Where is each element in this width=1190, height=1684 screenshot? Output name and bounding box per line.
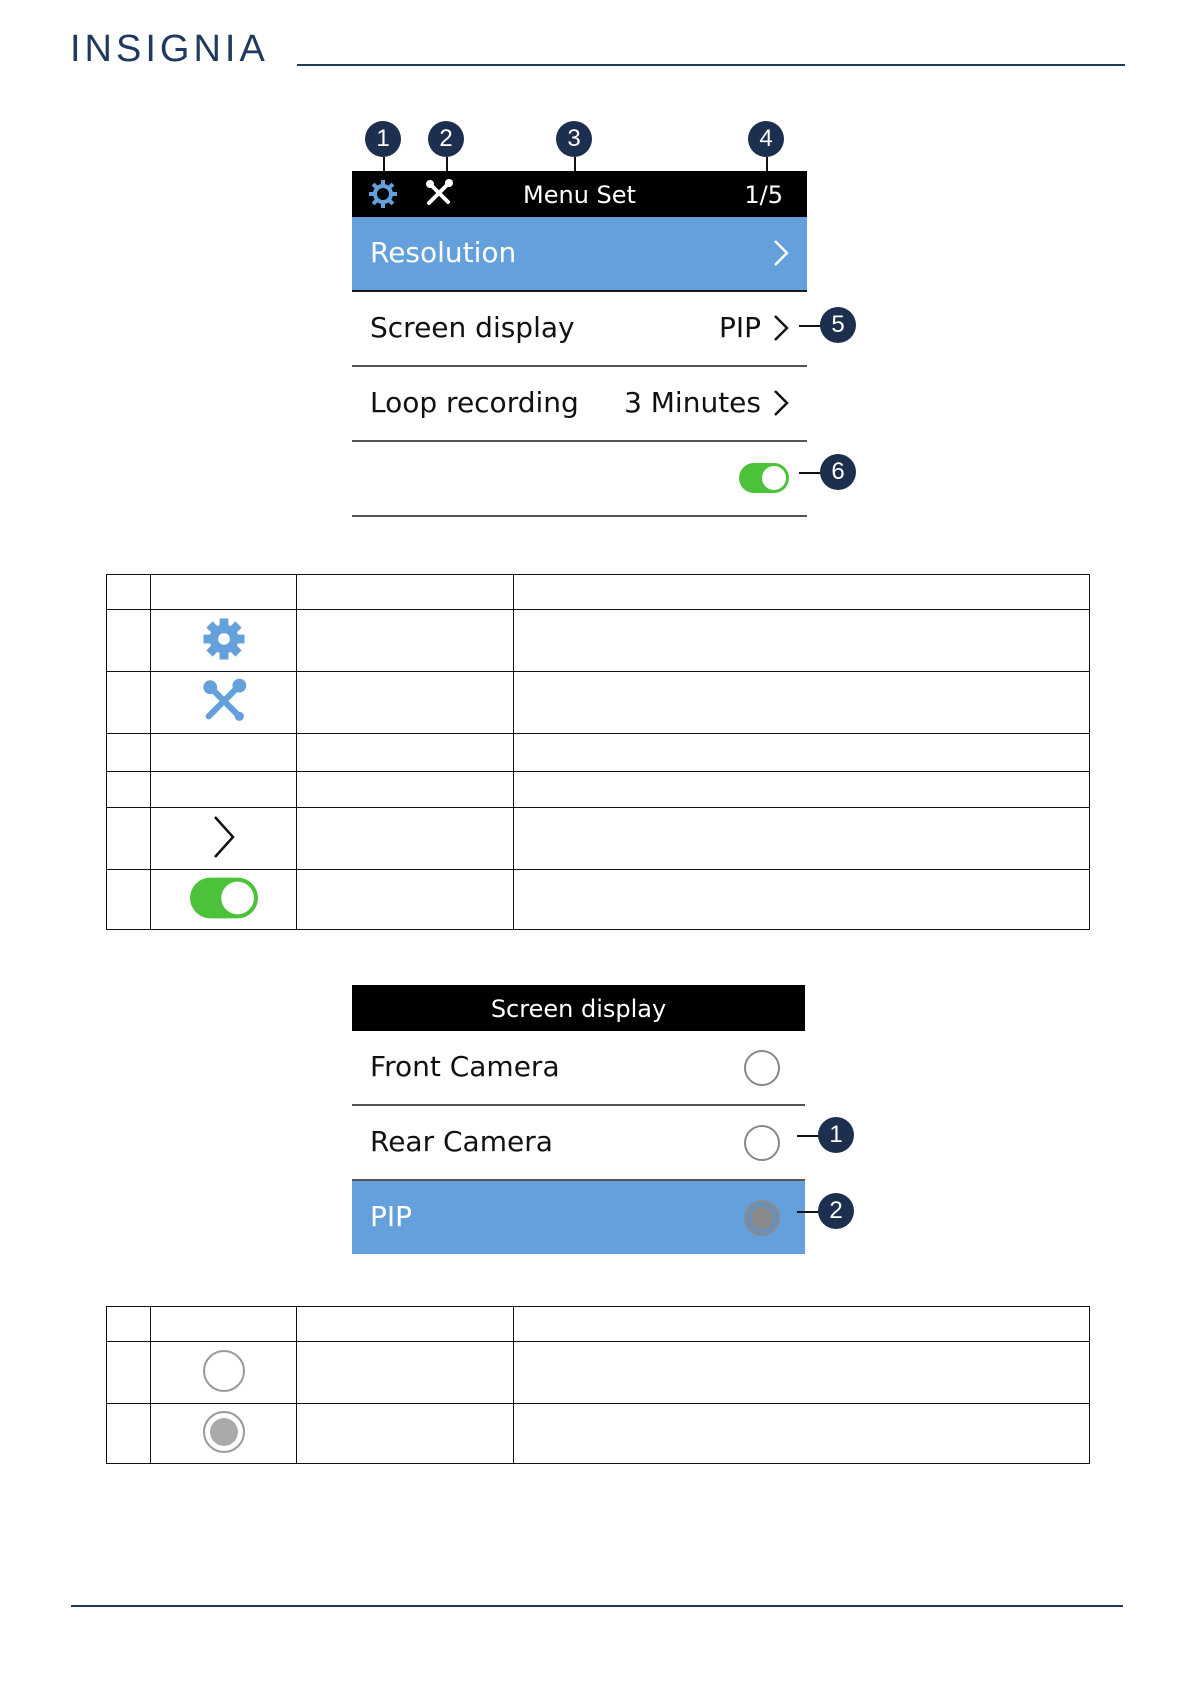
screen-display-titlebar [352, 985, 805, 1031]
table-row [107, 672, 1090, 734]
radio-unselected-icon[interactable] [743, 1124, 781, 1169]
option-front-camera[interactable] [352, 1031, 805, 1106]
callout-line-sd-1 [797, 1135, 819, 1137]
radio-unselected-icon [202, 1378, 246, 1397]
screen-display-panel [352, 985, 805, 1254]
callout-badge-6: 6 [820, 454, 856, 490]
menu-item-label: Screen display [370, 311, 575, 344]
menu-title: Menu Set [523, 181, 636, 209]
radio-selected-icon[interactable] [743, 1199, 781, 1244]
page-indicator: 1/5 [744, 181, 783, 209]
radio-legend-table [106, 1306, 1090, 1464]
option-label: Front Camera [370, 1050, 560, 1083]
callout-line-6 [799, 472, 821, 474]
tools-icon [201, 709, 247, 728]
menu-item-resolution[interactable] [352, 217, 807, 292]
callout-badge-4: 4 [748, 121, 784, 157]
option-pip[interactable] [352, 1181, 805, 1254]
menu-screen [352, 171, 807, 517]
table-row [107, 1342, 1090, 1404]
chevron-right-icon [211, 844, 237, 863]
gear-icon [202, 646, 246, 665]
toggle-switch[interactable] [739, 463, 789, 500]
callout-badge-3: 3 [556, 121, 592, 157]
table-row [107, 734, 1090, 772]
menu-item-value: PIP [718, 311, 761, 344]
option-label: PIP [370, 1200, 413, 1233]
table-header-row [107, 1307, 1090, 1342]
brand-logo: INSIGNIA [70, 28, 269, 70]
radio-selected-icon [202, 1439, 246, 1458]
table-row [107, 808, 1090, 870]
table-row [107, 610, 1090, 672]
option-rear-camera[interactable] [352, 1106, 805, 1181]
screen-display-title: Screen display [490, 995, 667, 1023]
menu-titlebar [352, 171, 807, 217]
callout-badge-1: 1 [365, 121, 401, 157]
callout-badge-2: 2 [428, 121, 464, 157]
chevron-right-icon [773, 239, 789, 274]
menu-item-label: Resolution [370, 236, 517, 269]
table-row [107, 1404, 1090, 1464]
callout-line-5 [799, 325, 821, 327]
menu-item-value: 3 Minutes [624, 386, 761, 419]
menu-item-toggle[interactable] [352, 442, 807, 517]
chevron-right-icon [773, 389, 789, 424]
footer-rule [71, 1605, 1123, 1607]
callout-badge-sd-1: 1 [818, 1117, 854, 1153]
chevron-right-icon [773, 314, 789, 349]
icon-legend-table [106, 574, 1090, 930]
option-label: Rear Camera [370, 1125, 553, 1158]
header-rule [297, 64, 1125, 66]
table-row [107, 870, 1090, 930]
menu-item-label: Loop recording [370, 386, 579, 419]
callout-badge-sd-2: 2 [818, 1193, 854, 1229]
table-header-row [107, 575, 1090, 610]
toggle-on-icon [190, 904, 258, 923]
menu-item-loop-recording[interactable] [352, 367, 807, 442]
callout-line-sd-2 [797, 1211, 819, 1213]
radio-unselected-icon[interactable] [743, 1049, 781, 1094]
callout-badge-5: 5 [820, 307, 856, 343]
menu-item-screen-display[interactable] [352, 292, 807, 367]
table-row [107, 772, 1090, 808]
